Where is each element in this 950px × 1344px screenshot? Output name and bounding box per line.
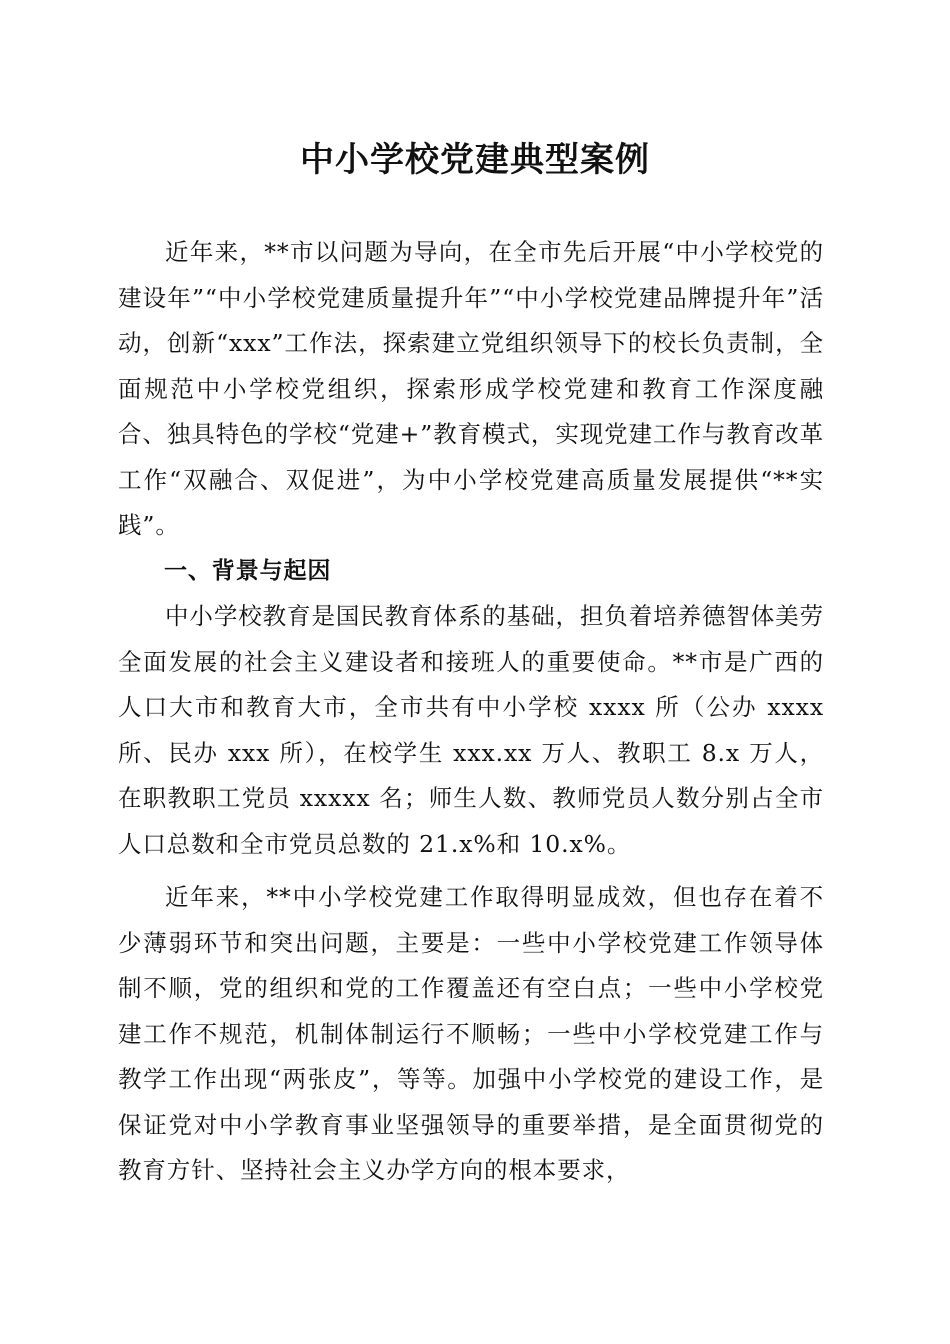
section-heading-background: 一、背景与起因	[164, 557, 332, 584]
paragraph-problems: 近年来，**中小学校党建工作取得明显成效，但也存在着不少薄弱环节和突出问题，主要是：一些中小学校党建工作领导体制不顺，党的组织和党的工作覆盖还有空白点；一些中小学校党建工作不规范，机制体制运行不顺畅；一些中小学校党建工作与教学工作出现“两张皮”，等等。加强中小学校党的建设工作，是保证党对中小学教育事业坚强领导的重要举措，是全面贯彻党的教育方针、坚持社会主义办学方向的根本要求，	[118, 883, 824, 1184]
paragraph-background: 中小学校教育是国民教育体系的基础，担负着培养德智体美劳全面发展的社会主义建设者和接班人的重要使命。**市是广西的人口大市和教育大市，全市共有中小学校 xxxx 所（公办 xxxx 所、民办 xxx 所），在校学生 xxx.xx 万人、教职工 8.x 万人，在职教职工党员 xxxxx 名；师生人数、教师党员人数分别占全市人口总数和全市党员总数的 21.x%和 10.x%。	[118, 602, 824, 858]
paragraph-intro: 近年来，**市以问题为导向，在全市先后开展“中小学校党的建设年”“中小学校党建质量提升年”“中小学校党建品牌提升年”活动，创新“xxx”工作法，探索建立党组织领导下的校长负责制，全面规范中小学校党组织，探索形成学校党建和教育工作深度融合、独具特色的学校“党建+”教育模式，实现党建工作与教育改革工作“双融合、双促进”，为中小学校党建高质量发展提供“**实践”。	[118, 238, 824, 539]
document-body	[118, 230, 824, 1194]
document-title: 中小学校党建典型案例	[300, 140, 650, 180]
